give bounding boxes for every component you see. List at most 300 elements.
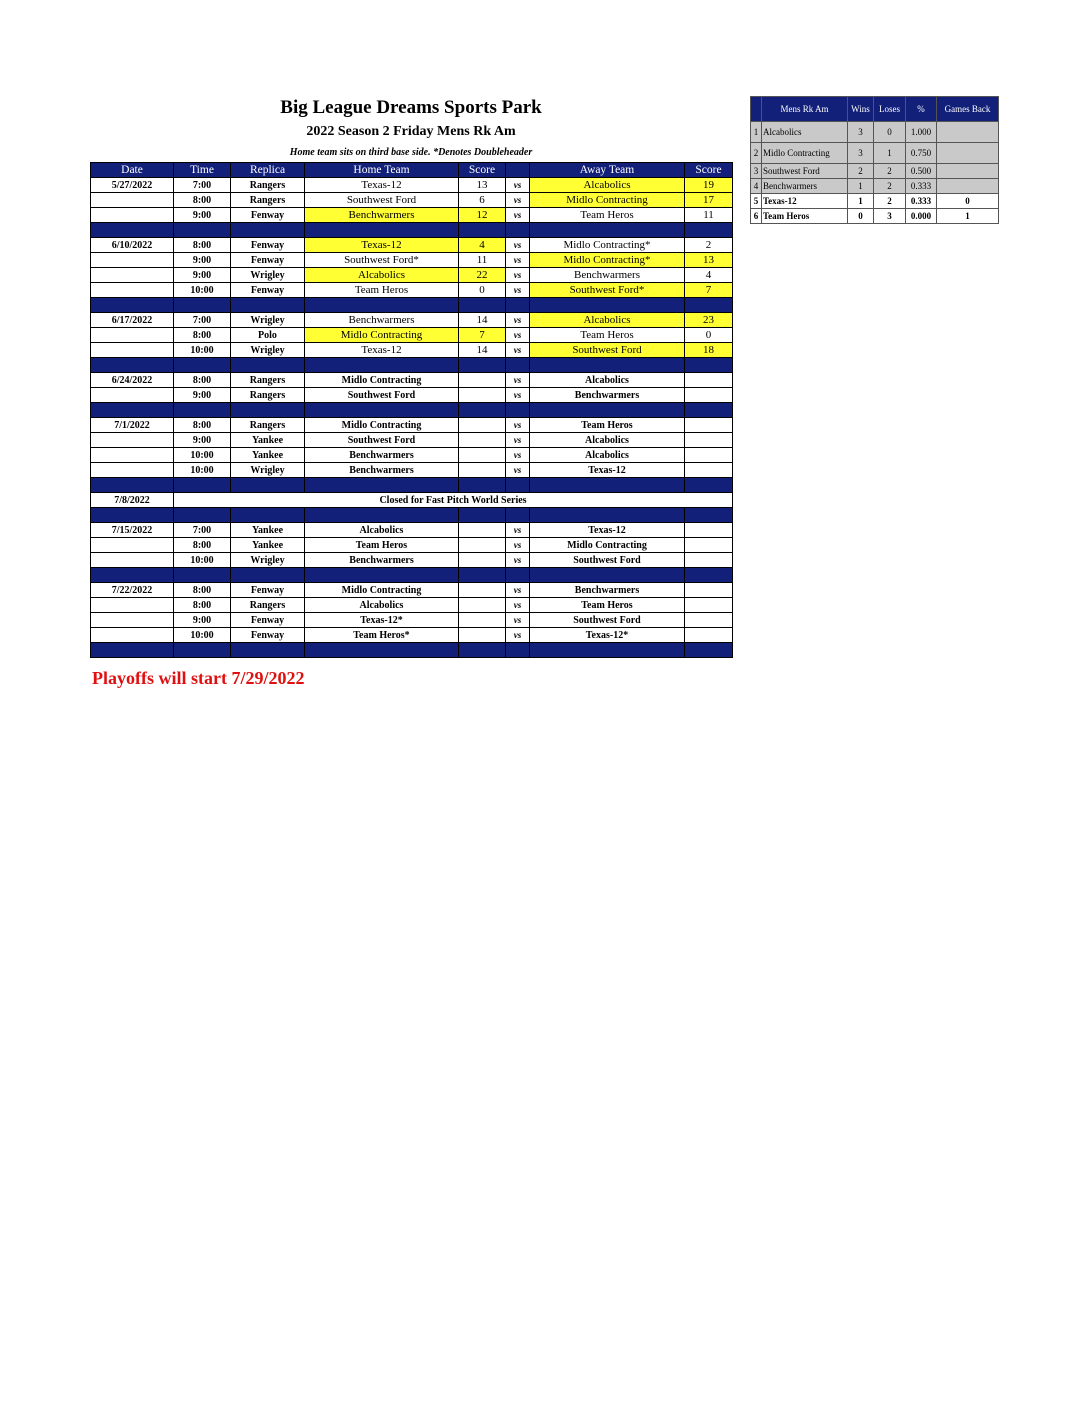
away-score: 18 bbox=[685, 343, 733, 358]
game-row bbox=[91, 343, 733, 358]
separator-cell bbox=[506, 508, 530, 523]
away-team: Midlo Contracting bbox=[530, 538, 685, 553]
separator-cell bbox=[506, 298, 530, 313]
home-score: 12 bbox=[459, 208, 506, 223]
away-team: Alcabolics bbox=[530, 373, 685, 388]
game-replica: Rangers bbox=[231, 178, 305, 193]
game-time: 8:00 bbox=[174, 238, 231, 253]
standing-team: Texas-12 bbox=[762, 194, 848, 209]
separator-cell bbox=[459, 508, 506, 523]
home-team: Alcabolics bbox=[305, 268, 459, 283]
game-date bbox=[91, 448, 174, 463]
game-time: 7:00 bbox=[174, 178, 231, 193]
away-score: 23 bbox=[685, 313, 733, 328]
home-score bbox=[459, 448, 506, 463]
standing-loses: 3 bbox=[874, 209, 906, 224]
separator-cell bbox=[174, 568, 231, 583]
schedule-body bbox=[91, 178, 733, 658]
away-team: Team Heros bbox=[530, 418, 685, 433]
separator-cell bbox=[231, 403, 305, 418]
game-replica: Wrigley bbox=[231, 463, 305, 478]
home-team: Southwest Ford* bbox=[305, 253, 459, 268]
separator-cell bbox=[174, 223, 231, 238]
away-score: 13 bbox=[685, 253, 733, 268]
column-header-date: Date bbox=[91, 163, 174, 178]
week-separator bbox=[91, 508, 733, 523]
schedule-note: Home team sits on third base side. *Denotes Doubleheader bbox=[289, 147, 533, 158]
away-team: Alcabolics bbox=[530, 178, 685, 193]
separator-cell bbox=[685, 223, 733, 238]
game-time: 8:00 bbox=[174, 193, 231, 208]
separator-cell bbox=[685, 508, 733, 523]
home-team: Benchwarmers bbox=[305, 208, 459, 223]
game-replica: Fenway bbox=[231, 583, 305, 598]
standings-header-pct: % bbox=[906, 97, 937, 122]
separator-cell bbox=[174, 478, 231, 493]
standings-header-league: Mens Rk Am bbox=[762, 97, 848, 122]
standings-header-wins: Wins bbox=[848, 97, 874, 122]
standing-loses: 2 bbox=[874, 194, 906, 209]
away-team: Midlo Contracting bbox=[530, 193, 685, 208]
vs-label: vs bbox=[506, 463, 530, 478]
away-score bbox=[685, 418, 733, 433]
game-replica: Fenway bbox=[231, 613, 305, 628]
closed-row bbox=[91, 493, 733, 508]
game-replica: Fenway bbox=[231, 283, 305, 298]
standings-row bbox=[751, 143, 999, 164]
vs-label: vs bbox=[506, 418, 530, 433]
game-date: 6/10/2022 bbox=[91, 238, 174, 253]
home-score bbox=[459, 598, 506, 613]
separator-cell bbox=[91, 298, 174, 313]
separator-cell bbox=[685, 478, 733, 493]
away-score bbox=[685, 598, 733, 613]
standing-team: Benchwarmers bbox=[762, 179, 848, 194]
away-score: 17 bbox=[685, 193, 733, 208]
game-time: 8:00 bbox=[174, 583, 231, 598]
home-score: 11 bbox=[459, 253, 506, 268]
away-score bbox=[685, 388, 733, 403]
game-row bbox=[91, 628, 733, 643]
game-row bbox=[91, 238, 733, 253]
column-header-away-team: Away Team bbox=[530, 163, 685, 178]
game-replica: Wrigley bbox=[231, 268, 305, 283]
game-time: 8:00 bbox=[174, 538, 231, 553]
away-team: Alcabolics bbox=[530, 313, 685, 328]
away-team: Southwest Ford bbox=[530, 613, 685, 628]
home-score: 13 bbox=[459, 178, 506, 193]
away-score: 19 bbox=[685, 178, 733, 193]
game-date: 7/22/2022 bbox=[91, 583, 174, 598]
standing-games-back bbox=[937, 122, 999, 143]
game-time: 9:00 bbox=[174, 613, 231, 628]
separator-cell bbox=[685, 643, 733, 658]
home-team: Southwest Ford bbox=[305, 193, 459, 208]
away-team: Texas-12* bbox=[530, 628, 685, 643]
separator-cell bbox=[174, 298, 231, 313]
game-replica: Yankee bbox=[231, 523, 305, 538]
standing-rank: 6 bbox=[751, 209, 762, 224]
week-separator bbox=[91, 478, 733, 493]
away-team: Benchwarmers bbox=[530, 583, 685, 598]
separator-cell bbox=[305, 403, 459, 418]
game-row bbox=[91, 208, 733, 223]
separator-cell bbox=[685, 568, 733, 583]
column-header-home-score: Score bbox=[459, 163, 506, 178]
vs-label: vs bbox=[506, 553, 530, 568]
away-team: Alcabolics bbox=[530, 433, 685, 448]
standing-team: Team Heros bbox=[762, 209, 848, 224]
separator-cell bbox=[231, 508, 305, 523]
away-team: Southwest Ford* bbox=[530, 283, 685, 298]
game-row bbox=[91, 178, 733, 193]
column-header-replica: Replica bbox=[231, 163, 305, 178]
standing-games-back: 0 bbox=[937, 194, 999, 209]
vs-label: vs bbox=[506, 313, 530, 328]
vs-label: vs bbox=[506, 238, 530, 253]
separator-cell bbox=[506, 478, 530, 493]
away-team: Team Heros bbox=[530, 208, 685, 223]
vs-label: vs bbox=[506, 208, 530, 223]
standing-pct: 0.333 bbox=[906, 194, 937, 209]
separator-cell bbox=[231, 643, 305, 658]
home-team: Benchwarmers bbox=[305, 463, 459, 478]
away-score: 4 bbox=[685, 268, 733, 283]
separator-cell bbox=[530, 508, 685, 523]
separator-cell bbox=[506, 358, 530, 373]
vs-label: vs bbox=[506, 433, 530, 448]
game-date bbox=[91, 268, 174, 283]
standing-games-back bbox=[937, 143, 999, 164]
standing-team: Midlo Contracting bbox=[762, 143, 848, 164]
vs-label: vs bbox=[506, 178, 530, 193]
game-row bbox=[91, 463, 733, 478]
standing-rank: 5 bbox=[751, 194, 762, 209]
away-team: Benchwarmers bbox=[530, 388, 685, 403]
game-replica: Wrigley bbox=[231, 343, 305, 358]
game-time: 9:00 bbox=[174, 388, 231, 403]
week-separator bbox=[91, 358, 733, 373]
game-row bbox=[91, 283, 733, 298]
standings-row bbox=[751, 209, 999, 224]
game-date: 7/1/2022 bbox=[91, 418, 174, 433]
game-date bbox=[91, 328, 174, 343]
standings-row bbox=[751, 179, 999, 194]
vs-label: vs bbox=[506, 538, 530, 553]
separator-cell bbox=[506, 643, 530, 658]
vs-label: vs bbox=[506, 253, 530, 268]
standing-loses: 2 bbox=[874, 179, 906, 194]
game-date bbox=[91, 388, 174, 403]
standings-row bbox=[751, 122, 999, 143]
standings-header-row bbox=[751, 97, 999, 122]
away-score bbox=[685, 613, 733, 628]
away-score bbox=[685, 523, 733, 538]
game-date bbox=[91, 463, 174, 478]
standing-pct: 0.750 bbox=[906, 143, 937, 164]
week-separator bbox=[91, 403, 733, 418]
game-time: 9:00 bbox=[174, 433, 231, 448]
game-time: 7:00 bbox=[174, 523, 231, 538]
separator-cell bbox=[231, 223, 305, 238]
game-replica: Fenway bbox=[231, 238, 305, 253]
vs-label: vs bbox=[506, 328, 530, 343]
game-time: 9:00 bbox=[174, 253, 231, 268]
separator-cell bbox=[506, 568, 530, 583]
away-score bbox=[685, 583, 733, 598]
away-score: 2 bbox=[685, 238, 733, 253]
home-team: Southwest Ford bbox=[305, 433, 459, 448]
separator-cell bbox=[231, 358, 305, 373]
separator-cell bbox=[305, 223, 459, 238]
home-score: 7 bbox=[459, 328, 506, 343]
standing-pct: 0.333 bbox=[906, 179, 937, 194]
game-row bbox=[91, 268, 733, 283]
standing-pct: 0.000 bbox=[906, 209, 937, 224]
game-replica: Fenway bbox=[231, 628, 305, 643]
home-team: Team Heros bbox=[305, 283, 459, 298]
schedule-header-row bbox=[91, 163, 733, 178]
home-score: 4 bbox=[459, 238, 506, 253]
home-score bbox=[459, 388, 506, 403]
away-team: Benchwarmers bbox=[530, 268, 685, 283]
column-header-time: Time bbox=[174, 163, 231, 178]
page-subtitle: 2022 Season 2 Friday Mens Rk Am bbox=[306, 124, 516, 139]
game-date bbox=[91, 598, 174, 613]
separator-cell bbox=[174, 403, 231, 418]
separator-cell bbox=[530, 403, 685, 418]
game-row bbox=[91, 583, 733, 598]
game-time: 10:00 bbox=[174, 553, 231, 568]
separator-cell bbox=[530, 298, 685, 313]
game-time: 9:00 bbox=[174, 208, 231, 223]
game-row bbox=[91, 253, 733, 268]
game-replica: Rangers bbox=[231, 388, 305, 403]
game-time: 8:00 bbox=[174, 598, 231, 613]
game-time: 10:00 bbox=[174, 628, 231, 643]
game-date: 6/17/2022 bbox=[91, 313, 174, 328]
game-row bbox=[91, 328, 733, 343]
home-team: Midlo Contracting bbox=[305, 583, 459, 598]
game-time: 10:00 bbox=[174, 343, 231, 358]
game-date: 7/15/2022 bbox=[91, 523, 174, 538]
separator-cell bbox=[91, 403, 174, 418]
game-time: 10:00 bbox=[174, 448, 231, 463]
game-date: 7/8/2022 bbox=[91, 493, 174, 508]
separator-cell bbox=[305, 643, 459, 658]
game-replica: Rangers bbox=[231, 598, 305, 613]
separator-cell bbox=[459, 403, 506, 418]
standing-wins: 2 bbox=[848, 164, 874, 179]
separator-cell bbox=[459, 358, 506, 373]
standings-table bbox=[750, 96, 999, 224]
game-date: 6/24/2022 bbox=[91, 373, 174, 388]
standings-row bbox=[751, 194, 999, 209]
separator-cell bbox=[506, 403, 530, 418]
separator-cell bbox=[174, 508, 231, 523]
game-row bbox=[91, 613, 733, 628]
away-team: Southwest Ford bbox=[530, 553, 685, 568]
game-row bbox=[91, 523, 733, 538]
week-separator bbox=[91, 643, 733, 658]
away-team: Alcabolics bbox=[530, 448, 685, 463]
standing-team: Alcabolics bbox=[762, 122, 848, 143]
separator-cell bbox=[685, 403, 733, 418]
home-score: 22 bbox=[459, 268, 506, 283]
away-score bbox=[685, 628, 733, 643]
separator-cell bbox=[459, 568, 506, 583]
separator-cell bbox=[91, 508, 174, 523]
separator-cell bbox=[174, 358, 231, 373]
home-team: Team Heros bbox=[305, 538, 459, 553]
game-time: 9:00 bbox=[174, 268, 231, 283]
game-date bbox=[91, 193, 174, 208]
separator-cell bbox=[91, 568, 174, 583]
standings-body bbox=[751, 122, 999, 224]
separator-cell bbox=[91, 643, 174, 658]
separator-cell bbox=[459, 478, 506, 493]
vs-label: vs bbox=[506, 583, 530, 598]
game-replica: Wrigley bbox=[231, 313, 305, 328]
away-team: Midlo Contracting* bbox=[530, 253, 685, 268]
game-row bbox=[91, 313, 733, 328]
away-team: Southwest Ford bbox=[530, 343, 685, 358]
away-team: Team Heros bbox=[530, 328, 685, 343]
separator-cell bbox=[685, 298, 733, 313]
away-team: Midlo Contracting* bbox=[530, 238, 685, 253]
game-date bbox=[91, 613, 174, 628]
standing-team: Southwest Ford bbox=[762, 164, 848, 179]
home-score bbox=[459, 553, 506, 568]
away-team: Texas-12 bbox=[530, 463, 685, 478]
standing-games-back: 1 bbox=[937, 209, 999, 224]
home-score bbox=[459, 523, 506, 538]
standing-loses: 2 bbox=[874, 164, 906, 179]
away-score: 0 bbox=[685, 328, 733, 343]
game-date bbox=[91, 343, 174, 358]
vs-label: vs bbox=[506, 613, 530, 628]
standings-header-rank bbox=[751, 97, 762, 122]
separator-cell bbox=[305, 568, 459, 583]
home-team: Team Heros* bbox=[305, 628, 459, 643]
separator-cell bbox=[459, 298, 506, 313]
game-date: 5/27/2022 bbox=[91, 178, 174, 193]
vs-label: vs bbox=[506, 388, 530, 403]
vs-label: vs bbox=[506, 343, 530, 358]
standing-games-back bbox=[937, 179, 999, 194]
home-score: 14 bbox=[459, 343, 506, 358]
home-score bbox=[459, 538, 506, 553]
column-header-vs bbox=[506, 163, 530, 178]
standing-wins: 3 bbox=[848, 122, 874, 143]
game-replica: Rangers bbox=[231, 373, 305, 388]
vs-label: vs bbox=[506, 598, 530, 613]
home-team: Benchwarmers bbox=[305, 448, 459, 463]
standing-pct: 0.500 bbox=[906, 164, 937, 179]
column-header-home-team: Home Team bbox=[305, 163, 459, 178]
game-date bbox=[91, 433, 174, 448]
away-score: 11 bbox=[685, 208, 733, 223]
standing-wins: 1 bbox=[848, 194, 874, 209]
game-replica: Yankee bbox=[231, 433, 305, 448]
game-replica: Wrigley bbox=[231, 553, 305, 568]
home-team: Southwest Ford bbox=[305, 388, 459, 403]
game-time: 8:00 bbox=[174, 328, 231, 343]
game-date bbox=[91, 538, 174, 553]
separator-cell bbox=[530, 478, 685, 493]
standing-loses: 0 bbox=[874, 122, 906, 143]
separator-cell bbox=[459, 643, 506, 658]
game-date bbox=[91, 628, 174, 643]
vs-label: vs bbox=[506, 448, 530, 463]
game-time: 8:00 bbox=[174, 373, 231, 388]
away-team: Team Heros bbox=[530, 598, 685, 613]
standings-header-loses: Loses bbox=[874, 97, 906, 122]
schedule-table bbox=[90, 162, 733, 658]
separator-cell bbox=[530, 358, 685, 373]
game-replica: Rangers bbox=[231, 418, 305, 433]
game-replica: Polo bbox=[231, 328, 305, 343]
home-team: Texas-12* bbox=[305, 613, 459, 628]
separator-cell bbox=[91, 478, 174, 493]
away-score bbox=[685, 373, 733, 388]
home-team: Alcabolics bbox=[305, 598, 459, 613]
standing-loses: 1 bbox=[874, 143, 906, 164]
game-row bbox=[91, 538, 733, 553]
home-score: 0 bbox=[459, 283, 506, 298]
standing-rank: 1 bbox=[751, 122, 762, 143]
separator-cell bbox=[231, 568, 305, 583]
standing-wins: 3 bbox=[848, 143, 874, 164]
standings-header-games-back: Games Back bbox=[937, 97, 999, 122]
column-header-away-score: Score bbox=[685, 163, 733, 178]
away-score: 7 bbox=[685, 283, 733, 298]
home-team: Texas-12 bbox=[305, 178, 459, 193]
separator-cell bbox=[530, 568, 685, 583]
home-score: 14 bbox=[459, 313, 506, 328]
game-row bbox=[91, 373, 733, 388]
game-replica: Yankee bbox=[231, 538, 305, 553]
week-separator bbox=[91, 568, 733, 583]
game-date bbox=[91, 283, 174, 298]
separator-cell bbox=[91, 358, 174, 373]
home-team: Midlo Contracting bbox=[305, 418, 459, 433]
vs-label: vs bbox=[506, 283, 530, 298]
game-time: 8:00 bbox=[174, 418, 231, 433]
separator-cell bbox=[506, 223, 530, 238]
week-separator bbox=[91, 223, 733, 238]
game-row bbox=[91, 448, 733, 463]
home-score bbox=[459, 433, 506, 448]
home-score bbox=[459, 373, 506, 388]
playoffs-notice: Playoffs will start 7/29/2022 bbox=[92, 668, 305, 688]
away-score bbox=[685, 448, 733, 463]
separator-cell bbox=[231, 478, 305, 493]
separator-cell bbox=[305, 358, 459, 373]
game-row bbox=[91, 433, 733, 448]
home-team: Alcabolics bbox=[305, 523, 459, 538]
home-team: Benchwarmers bbox=[305, 313, 459, 328]
separator-cell bbox=[231, 298, 305, 313]
standing-rank: 4 bbox=[751, 179, 762, 194]
closed-notice: Closed for Fast Pitch World Series bbox=[174, 493, 733, 508]
home-score bbox=[459, 613, 506, 628]
game-time: 7:00 bbox=[174, 313, 231, 328]
game-date bbox=[91, 253, 174, 268]
home-score bbox=[459, 628, 506, 643]
home-score: 6 bbox=[459, 193, 506, 208]
separator-cell bbox=[459, 223, 506, 238]
